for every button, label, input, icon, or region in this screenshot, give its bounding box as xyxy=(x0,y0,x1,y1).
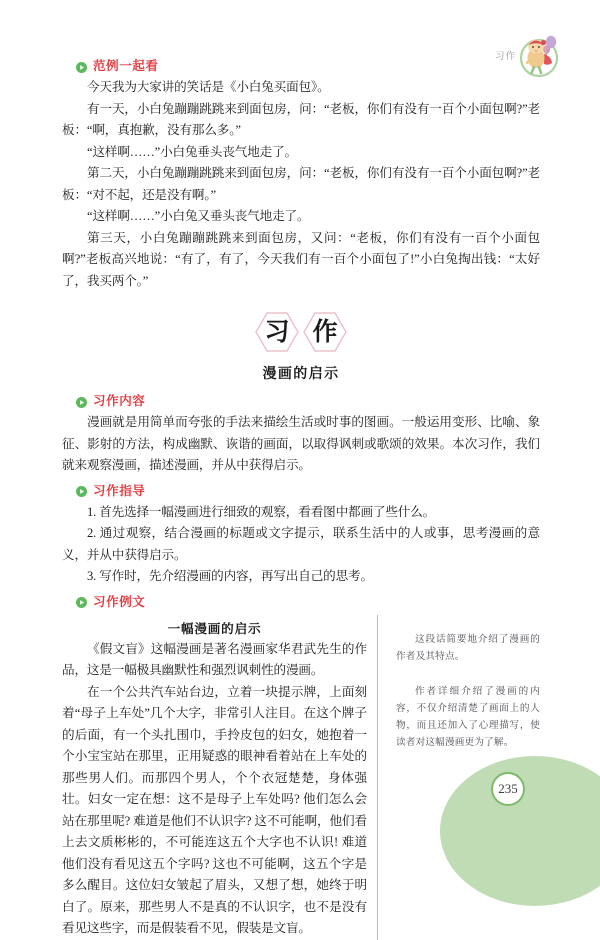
essay-paragraph: 《假文盲》这幅漫画是著名漫画家华君武先生的作品，这是一幅极具幽默性和强烈讽刺性的漫画。 xyxy=(62,641,367,677)
play-circle-icon xyxy=(76,484,87,495)
joke-paragraph: “这样啊……”小白兔垂头丧气地走了。 xyxy=(87,144,297,159)
essay-paragraph: 在一个公共汽车站台边，立着一块提示牌，上面刻着“母子上车处”几个大字，非常引人注目。在这个牌子的后面，有一个头扎围巾，手拎皮包的妇女，她抱着一个小宝宝站在那里，正用疑惑的眼神看着站在上车处的那些男人们。而那四个男人，个个衣冠楚楚，身体强壮。妇女一定在想：这不是母子上车处吗? 他们怎么会站在那里呢? 难道是他们不认识字? 这不可能啊，他们看上去文质彬彬的，不可能连这五个大字也不认识! 难道他们没有看见这五个字吗? 这也不可能啊，这五个字是多么醒目。这位妇女皱起了眉头，又想了想，她终于明白了。原来，那些男人不是真的不认识字，也不是没有看见这些字，而是假装看不见，假装是文盲。 xyxy=(62,684,367,935)
hex-title-group xyxy=(254,309,348,355)
section-heading-label: 范例一起看 xyxy=(93,59,159,73)
page-number: 235 xyxy=(491,772,525,806)
guide-item: 3. 写作时，先介绍漫画的内容，再写出自己的思考。 xyxy=(87,569,373,583)
hexagon-badge-xi xyxy=(254,309,300,355)
joke-paragraph: 今天我为大家讲的笑话是《小白兔买面包》。 xyxy=(87,80,330,94)
example-essay-column xyxy=(62,613,377,940)
unit-subtitle: 漫画的启示 xyxy=(262,367,340,382)
margin-note: 这段话简要地介绍了漫画的作者及其特点。 xyxy=(396,633,540,662)
play-circle-icon xyxy=(76,595,87,606)
section-heading-label: 习作例文 xyxy=(93,594,146,609)
section-heading-zhidao xyxy=(76,481,540,499)
joke-paragraph: 第二天，小白兔蹦蹦跳跳来到面包房，问：“老板，你们有没有一百个小面包啊?”老板：“对不起，还是没有啊。” xyxy=(62,166,540,202)
play-circle-icon xyxy=(76,60,87,71)
play-circle-icon xyxy=(76,395,87,406)
margin-note: 作者详细介绍了漫画的内容，不仅介绍清楚了画面上的人物，而且还加入了心理描写，使读者对这幅漫画更为了解。 xyxy=(396,685,540,748)
section-heading-liwen xyxy=(76,592,540,610)
content-paragraph: 漫画就是用简单而夸张的手法来描绘生活或时事的图画。一般运用变形、比喻、象征、影射的方法，构成幽默、诙谐的画面，以取得讽刺或歌颂的效果。本次习作，我们就来观察漫画，描述漫画，并从中获得启示。 xyxy=(62,415,540,472)
unit-title-char-2: 作 xyxy=(312,318,338,346)
section-heading-label: 习作内容 xyxy=(93,394,146,408)
unit-title-block xyxy=(62,305,540,361)
section-heading-label: 习作指导 xyxy=(93,483,146,498)
guide-item: 2. 通过观察，结合漫画的标题或文字提示，联系生活中的人或事，思考漫画的意义，并从中获得启示。 xyxy=(62,526,540,562)
joke-paragraph: 有一天，小白兔蹦蹦跳跳来到面包房，问：“老板，你们有没有一百个小面包啊?”老板：“啊，真抱歉，没有那么多。” xyxy=(62,101,540,137)
joke-paragraph: 第三天，小白兔蹦蹦跳跳来到面包房，又问：“老板，你们有没有一百个小面包啊?”老板高兴地说：“有了，有了，今天我们有一百个小面包了!”小白兔掏出钱：“太好了，我买两个。” xyxy=(62,230,540,288)
joke-paragraph: “这样啊……”小白兔又垂头丧气地走了。 xyxy=(87,209,310,223)
unit-title-char-1: 习 xyxy=(264,318,290,346)
guide-item: 1. 首先选择一幅漫画进行细致的观察，看看图中都画了些什么。 xyxy=(87,504,436,519)
hexagon-badge-zuo xyxy=(302,309,348,355)
section-heading-fanli xyxy=(76,56,540,74)
section-heading-neirong xyxy=(76,391,540,409)
essay-title: 一幅漫画的启示 xyxy=(167,621,262,636)
header-chapter-label: 习作 xyxy=(494,51,516,62)
